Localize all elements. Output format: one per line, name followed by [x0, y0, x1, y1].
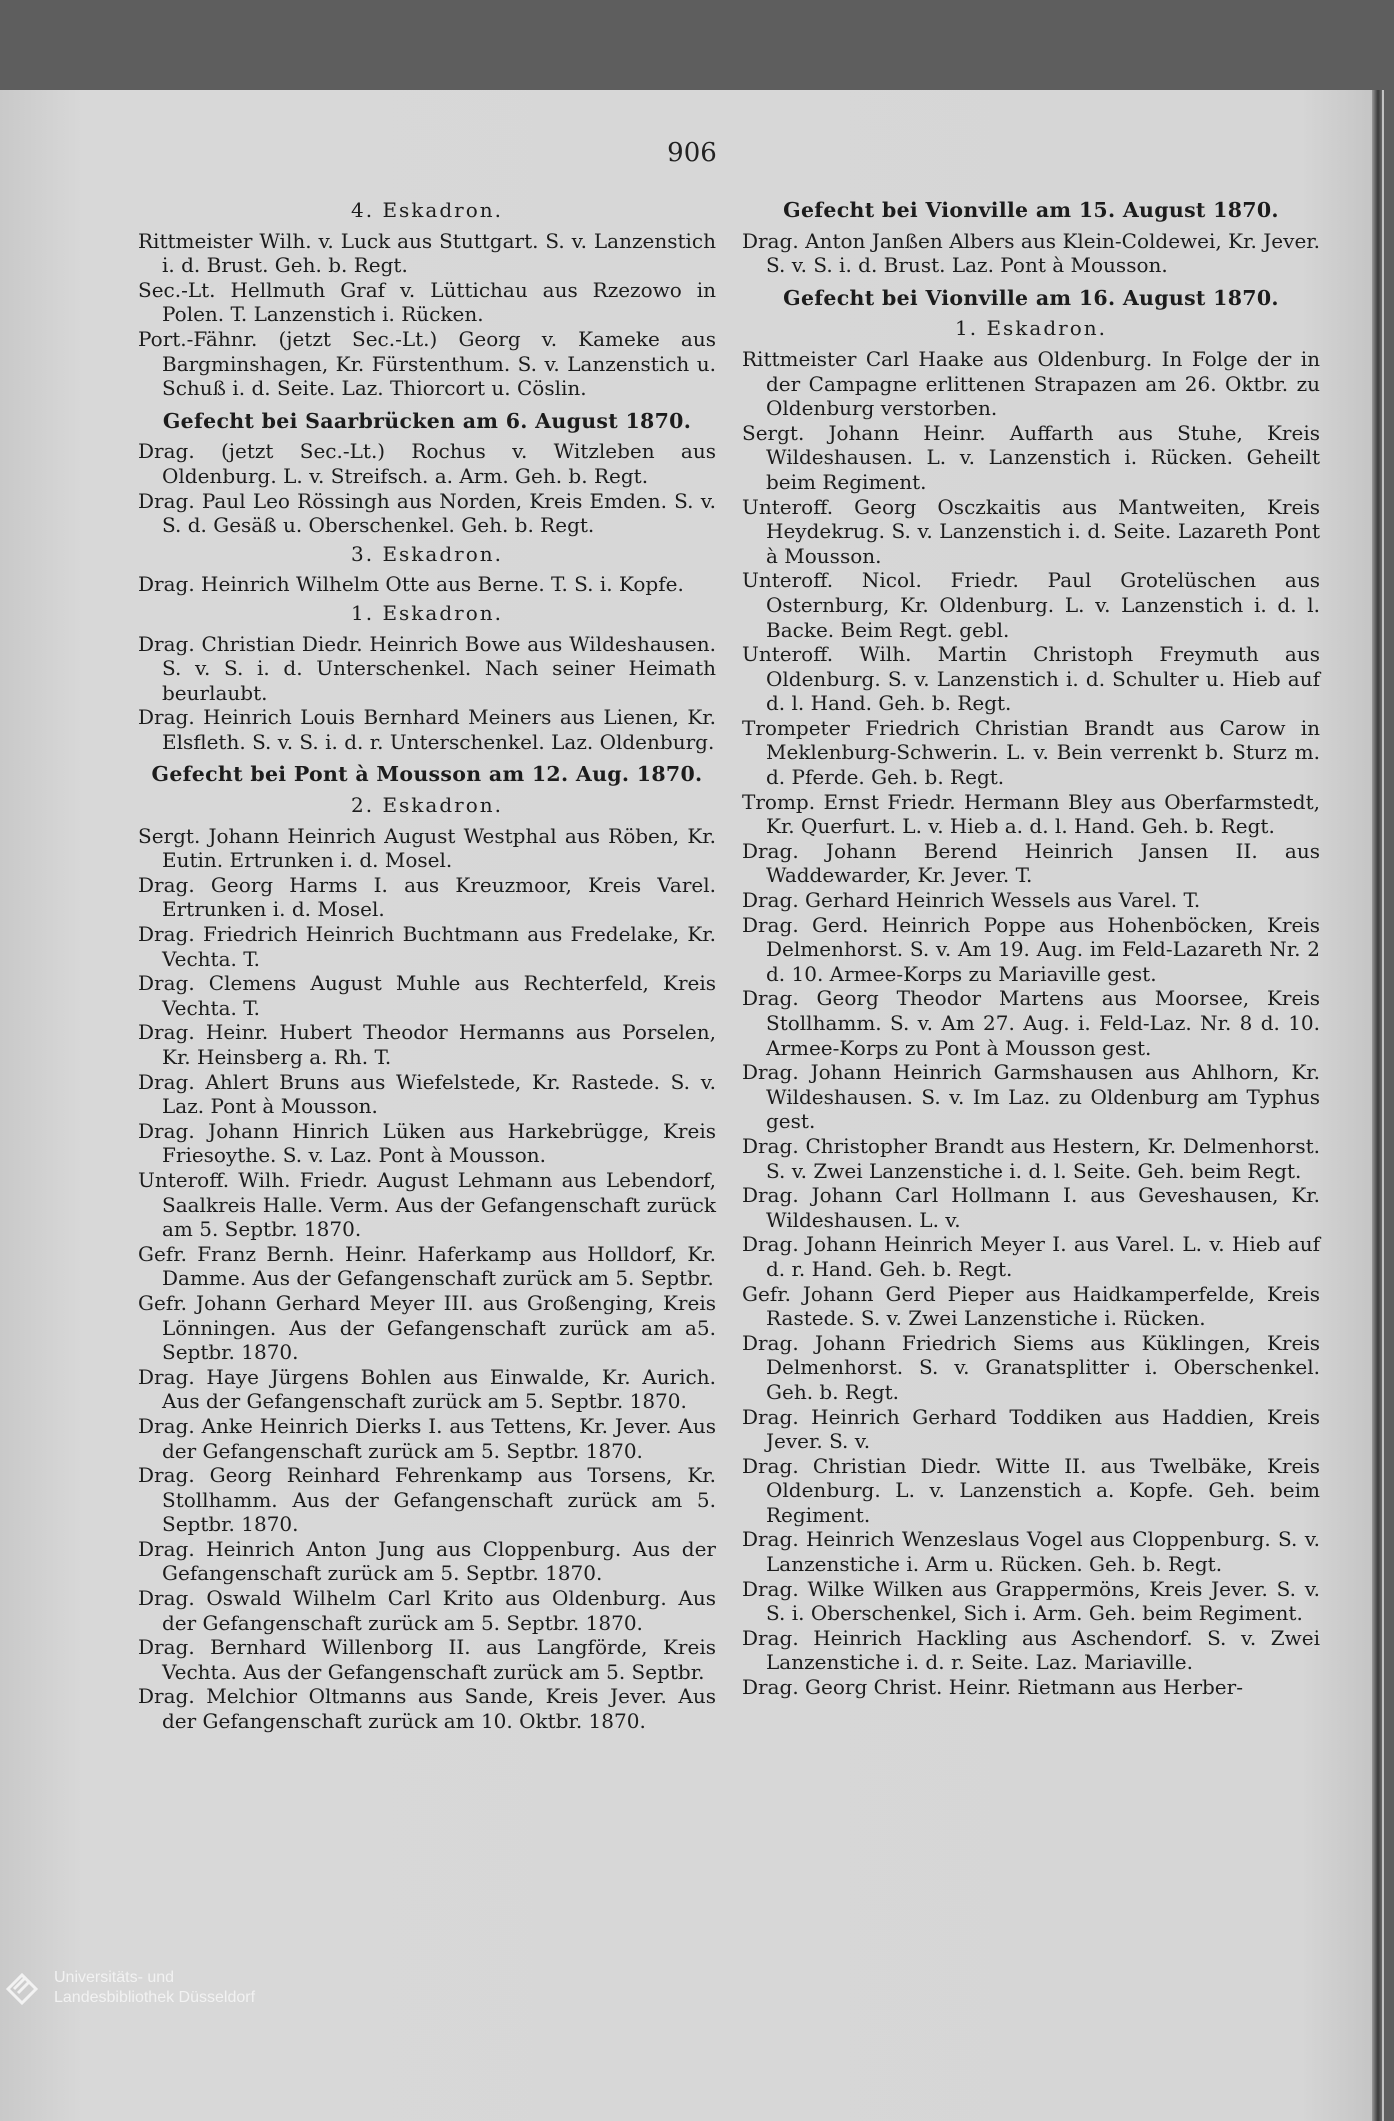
- page-number: 906: [667, 138, 717, 168]
- library-credit-line2: Landesbibliothek Düsseldorf: [54, 1989, 256, 2006]
- casualty-entry: Drag. Heinrich Wilhelm Otte aus Berne. T. S. i. Kopfe.: [138, 572, 684, 597]
- casualty-entry: Drag. Heinrich Louis Bernhard Meiners aus Lienen, Kr. Elsfleth. S. v. S. i. d. r. Unterschenkel. Laz. Oldenburg.: [138, 705, 716, 754]
- casualty-entry: Drag. Friedrich Heinrich Buchtmann aus Fredelake, Kr. Vechta. T.: [138, 922, 716, 971]
- library-logo-icon: [4, 1967, 44, 2007]
- casualty-entry: Drag. Paul Leo Rössingh aus Norden, Kreis Emden. S. v. S. d. Gesäß u. Oberschenkel. Geh. b. Regt.: [138, 488, 716, 538]
- casualty-entry: Gefr. Johann Gerhard Meyer III. aus Großenging, Kreis Lönningen. Aus der Gefangenschaft zurück am a5. Septbr. 1870.: [138, 1290, 716, 1365]
- casualty-entry: Drag. Christian Diedr. Witte II. aus Twelbäke, Kreis Oldenburg. L. v. Lanzenstich a. Kopfe. Geh. beim Regiment.: [742, 1453, 1320, 1527]
- squadron-heading: 1. Eskadron.: [351, 600, 503, 625]
- casualty-entry: Sec.-Lt. Hellmuth Graf v. Lüttichau aus Rzezowo in Polen. T. Lanzenstich i. Rücken.: [138, 277, 716, 327]
- left-column: [138, 198, 716, 1734]
- casualty-entry: Drag. Gerhard Heinrich Wessels aus Varel. T.: [742, 888, 1201, 913]
- casualty-entry: Drag. Ahlert Bruns aus Wiefelstede, Kr. Rastede. S. v. Laz. Pont à Mousson.: [138, 1069, 716, 1119]
- casualty-entry: Drag. Clemens August Muhle aus Rechterfeld, Kreis Vechta. T.: [138, 971, 716, 1020]
- casualty-entry: Drag. Johann Friedrich Siems aus Küklingen, Kreis Delmenhorst. S. v. Granatsplitter i. Oberschenkel. Geh. b. Regt.: [742, 1330, 1320, 1404]
- casualty-entry: Drag. Johann Hinrich Lüken aus Harkebrügge, Kreis Friesoythe. S. v. Laz. Pont à Mousson.: [138, 1118, 716, 1168]
- casualty-entry: Drag. Georg Harms I. aus Kreuzmoor, Kreis Varel. Ertrunken i. d. Mosel.: [138, 872, 716, 922]
- right-column: [742, 198, 1320, 1700]
- casualty-entry: Drag. (jetzt Sec.-Lt.) Rochus v. Witzleben aus Oldenburg. L. v. Streifsch. a. Arm. Geh. b. Regt.: [138, 439, 716, 488]
- casualty-entry: Port.-Fähnr. (jetzt Sec.-Lt.) Georg v. Kameke aus Bargminshagen, Kr. Fürstenthum. S. v. Lanzenstich u. Schuß i. d. Seite. Laz. Thiorcort u. Cöslin.: [138, 326, 716, 401]
- casualty-entry: Drag. Haye Jürgens Bohlen aus Einwalde, Kr. Aurich. Aus der Gefangenschaft zurück am 5. Septbr. 1870.: [138, 1364, 716, 1414]
- casualty-entry: Drag. Heinrich Anton Jung aus Cloppenburg. Aus der Gefangenschaft zurück am 5. Septbr. 1870.: [138, 1536, 716, 1586]
- casualty-entry: Drag. Christopher Brandt aus Hestern, Kr. Delmenhorst. S. v. Zwei Lanzenstiche i. d. l. Seite. Geh. beim Regt.: [742, 1133, 1320, 1183]
- casualty-entry: Drag. Heinr. Hubert Theodor Hermanns aus Porselen, Kr. Heinsberg a. Rh. T.: [138, 1020, 716, 1069]
- casualty-entry: Tromp. Ernst Friedr. Hermann Bley aus Oberfarmstedt, Kr. Querfurt. L. v. Hieb a. d. l. Hand. Geh. b. Regt.: [742, 789, 1320, 839]
- squadron-heading: 3. Eskadron.: [351, 541, 503, 566]
- casualty-entry: Drag. Johann Heinrich Meyer I. aus Varel. L. v. Hieb auf d. r. Hand. Geh. b. Regt.: [742, 1232, 1320, 1281]
- casualty-entry: Drag. Johann Heinrich Garmshausen aus Ahlhorn, Kr. Wildeshausen. S. v. Im Laz. zu Oldenburg am Typhus gest.: [742, 1060, 1320, 1134]
- casualty-entry: Drag. Gerd. Heinrich Poppe aus Hohenböcken, Kreis Delmenhorst. S. v. Am 19. Aug. im Feld-Lazareth Nr. 2 d. 10. Armee-Korps zu Mariaville gest.: [742, 912, 1320, 986]
- casualty-entry: Drag. Georg Theodor Martens aus Moorsee, Kreis Stollhamm. S. v. Am 27. Aug. i. Feld-Laz. Nr. 8 d. 10. Armee-Korps zu Pont à Mousson gest.: [742, 986, 1320, 1060]
- casualty-entry: Drag. Bernhard Willenborg II. aus Langförde, Kreis Vechta. Aus der Gefangenschaft zurück am 5. Septbr.: [138, 1635, 716, 1684]
- casualty-entry: Gefr. Franz Bernh. Heinr. Haferkamp aus Holldorf, Kr. Damme. Aus der Gefangenschaft zurück am 5. Septbr.: [138, 1241, 716, 1291]
- casualty-entry: Sergt. Johann Heinrich August Westphal aus Röben, Kr. Eutin. Ertrunken i. d. Mosel.: [138, 823, 716, 873]
- squadron-heading: 4. Eskadron.: [351, 198, 503, 222]
- casualty-entry: Drag. Anke Heinrich Dierks I. aus Tettens, Kr. Jever. Aus der Gefangenschaft zurück am 5. Septbr. 1870.: [138, 1413, 716, 1463]
- section-heading: Gefecht bei Vionville am 16. August 1870.: [783, 285, 1279, 310]
- casualty-entry: Drag. Christian Diedr. Heinrich Bowe aus Wildeshausen. S. v. S. i. d. Unterschenkel. Nach seiner Heimath beurlaubt.: [138, 631, 716, 705]
- library-credit-line1: Universitäts- und: [54, 1969, 175, 1986]
- library-credit: [54, 1968, 255, 2008]
- casualty-entry: Unteroff. Wilh. Martin Christoph Freymuth aus Oldenburg. S. v. Lanzenstich i. d. Schulter u. Hieb auf d. l. Hand. Geh. b. Regt.: [742, 642, 1320, 716]
- casualty-entry: Trompeter Friedrich Christian Brandt aus Carow in Meklenburg-Schwerin. L. v. Bein verrenkt b. Sturz m. d. Pferde. Geh. b. Regt.: [742, 715, 1320, 790]
- casualty-entry: Sergt. Johann Heinr. Auffarth aus Stuhe, Kreis Wildeshausen. L. v. Lanzenstich i. Rücken. Geheilt beim Regiment.: [742, 420, 1320, 494]
- casualty-entry: Unteroff. Nicol. Friedr. Paul Grotelüschen aus Osternburg, Kr. Oldenburg. L. v. Lanzenstich i. d. l. Backe. Beim Regt. gebl.: [742, 568, 1320, 642]
- casualty-entry: Unteroff. Georg Osczkaitis aus Mantweiten, Kreis Heydekrug. S. v. Lanzenstich i. d. Seite. Lazareth Pont à Mousson.: [742, 494, 1320, 568]
- page-edge-shadow: [1372, 90, 1382, 2121]
- casualty-entry: Unteroff. Wilh. Friedr. August Lehmann aus Lebendorf, Saalkreis Halle. Verm. Aus der Gefangenschaft zurück am 5. Septbr. 1870.: [138, 1167, 716, 1242]
- casualty-entry: Rittmeister Carl Haake aus Oldenburg. In Folge der in der Campagne erlittenen Strapazen am 26. Oktbr. zu Oldenburg verstorben.: [742, 346, 1320, 421]
- casualty-entry: Drag. Heinrich Gerhard Toddiken aus Haddien, Kreis Jever. S. v.: [742, 1404, 1320, 1454]
- casualty-entry: Rittmeister Wilh. v. Luck aus Stuttgart. S. v. Lanzenstich i. d. Brust. Geh. b. Regt.: [138, 228, 716, 278]
- casualty-entry: Gefr. Johann Gerd Pieper aus Haidkamperfelde, Kreis Rastede. S. v. Zwei Lanzenstiche i. Rücken.: [742, 1281, 1320, 1331]
- casualty-entry: Drag. Wilke Wilken aus Grappermöns, Kreis Jever. S. v. S. i. Oberschenkel, Sich i. Arm. Geh. beim Regiment.: [742, 1576, 1320, 1626]
- section-heading: Gefecht bei Saarbrücken am 6. August 1870.: [162, 408, 692, 433]
- section-heading: Gefecht bei Pont à Mousson am 12. Aug. 1870.: [151, 762, 703, 787]
- section-heading: Gefecht bei Vionville am 15. August 1870.: [783, 198, 1279, 222]
- casualty-entry: Drag. Heinrich Hackling aus Aschendorf. S. v. Zwei Lanzenstiche i. d. r. Seite. Laz. Mariaville.: [742, 1625, 1320, 1675]
- casualty-entry: Drag. Georg Reinhard Fehrenkamp aus Torsens, Kr. Stollhamm. Aus der Gefangenschaft zurück am 5. Septbr. 1870.: [138, 1463, 716, 1537]
- casualty-entry: Drag. Johann Carl Hollmann I. aus Geveshausen, Kr. Wildeshausen. L. v.: [742, 1183, 1320, 1232]
- casualty-entry: Drag. Oswald Wilhelm Carl Krito aus Oldenburg. Aus der Gefangenschaft zurück am 5. Septbr. 1870.: [138, 1586, 716, 1635]
- casualty-entry: Drag. Heinrich Wenzeslaus Vogel aus Cloppenburg. S. v. Lanzenstiche i. Arm u. Rücken. Geh. b. Regt.: [742, 1527, 1320, 1577]
- casualty-entry: Drag. Johann Berend Heinrich Jansen II. aus Waddewarder, Kr. Jever. T.: [742, 838, 1320, 888]
- squadron-heading: 2. Eskadron.: [351, 793, 503, 818]
- squadron-heading: 1. Eskadron.: [955, 316, 1107, 341]
- casualty-entry: Drag. Georg Christ. Heinr. Rietmann aus Herber-: [742, 1675, 1243, 1700]
- casualty-entry: Drag. Melchior Oltmanns aus Sande, Kreis Jever. Aus der Gefangenschaft zurück am 10. Oktbr. 1870.: [138, 1684, 716, 1734]
- casualty-entry: Drag. Anton Janßen Albers aus Klein-Coldewei, Kr. Jever. S. v. S. i. d. Brust. Laz. Pont à Mousson.: [742, 228, 1320, 278]
